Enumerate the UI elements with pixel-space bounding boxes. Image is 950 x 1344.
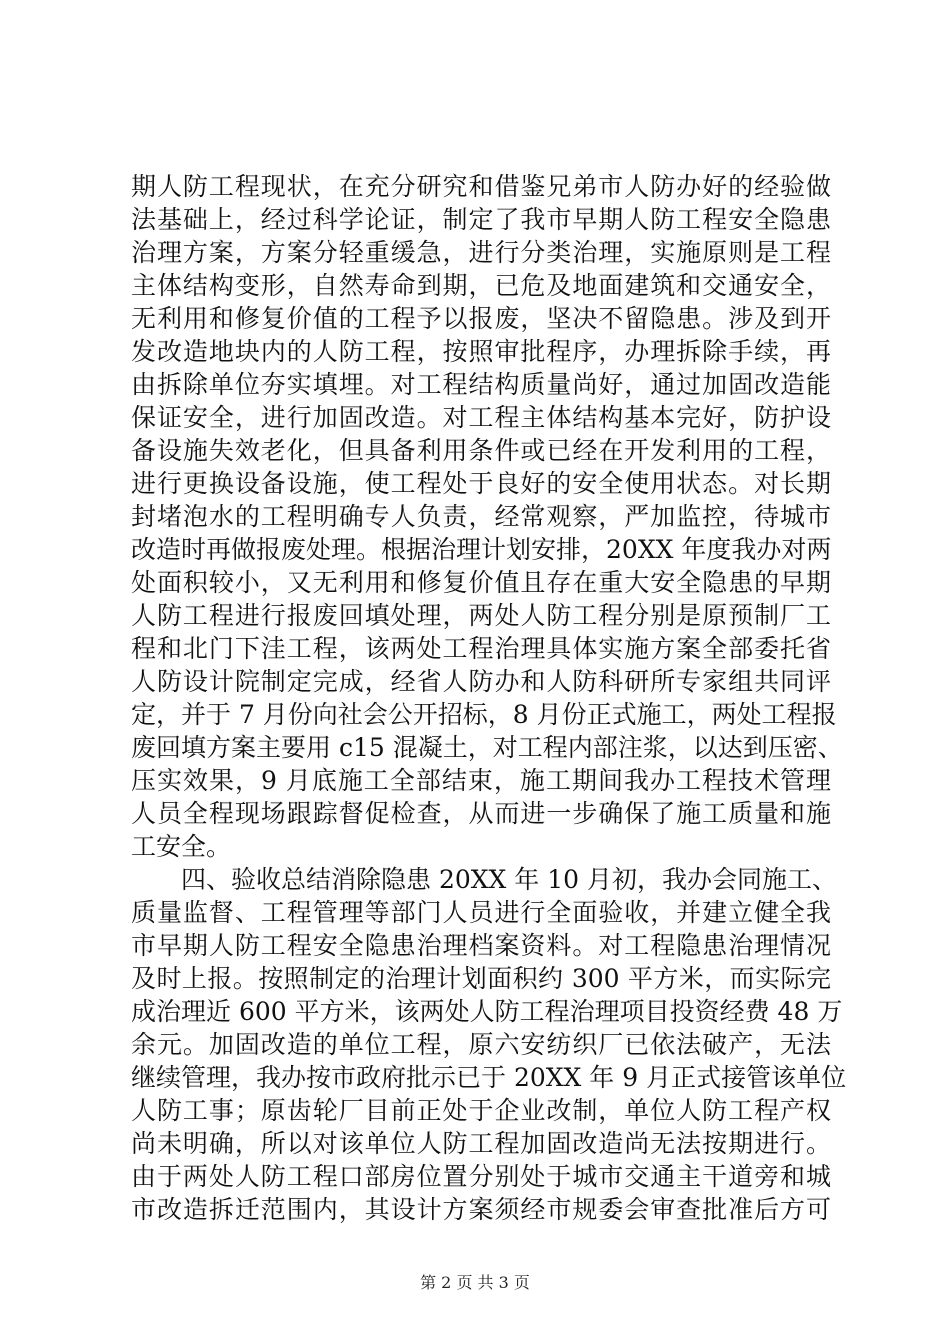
text-line: 成治理近 600 平方米，该两处人防工程治理项目投资经费 48 万 xyxy=(131,997,843,1026)
text-line: 压实效果，9 月底施工全部结束，施工期间我办工程技术管理 xyxy=(131,766,831,795)
text-line: 期人防工程现状，在充分研究和借鉴兄弟市人防办好的经验做 xyxy=(131,172,831,201)
text-line: 及时上报。按照制定的治理计划面积约 300 平方米，而实际完 xyxy=(131,964,831,993)
text-line: 保证安全，进行加固改造。对工程主体结构基本完好，防护设 xyxy=(131,403,831,432)
text-line: 人防工事；原齿轮厂目前正处于企业改制，单位人防工程产权 xyxy=(131,1096,831,1125)
paragraph-start-line: 四、验收总结消除隐患 20XX 年 10 月初，我办会同施工、 xyxy=(131,865,838,894)
text-line: 人员全程现场跟踪督促检查，从而进一步确保了施工质量和施 xyxy=(131,799,831,828)
text-line: 继续管理，我办按市政府批示已于 20XX 年 9 月正式接管该单位 xyxy=(131,1063,847,1092)
paragraph-end-line: 工安全。 xyxy=(131,832,232,861)
text-line: 定，并于 7 月份向社会公开招标，8 月份正式施工，两处工程报 xyxy=(131,700,837,729)
text-line: 进行更换设备设施，使工程处于良好的安全使用状态。对长期 xyxy=(131,469,831,498)
text-line: 治理方案，方案分轻重缓急，进行分类治理，实施原则是工程 xyxy=(131,238,831,267)
text-line: 由拆除单位夯实填埋。对工程结构质量尚好，通过加固改造能 xyxy=(131,370,831,399)
text-line: 封堵泡水的工程明确专人负责，经常观察，严加监控，待城市 xyxy=(131,502,831,531)
text-line: 处面积较小，又无利用和修复价值且存在重大安全隐患的早期 xyxy=(131,568,831,597)
text-line: 人防设计院制定完成，经省人防办和人防科研所专家组共同评 xyxy=(131,667,831,696)
text-line: 市改造拆迁范围内，其设计方案须经市规委会审查批准后方可 xyxy=(131,1195,831,1224)
text-line: 尚未明确，所以对该单位人防工程加固改造尚无法按期进行。 xyxy=(131,1129,831,1158)
text-line: 市早期人防工程安全隐患治理档案资料。对工程隐患治理情况 xyxy=(131,931,831,960)
text-line: 备设施失效老化，但具备利用条件或已经在开发利用的工程， xyxy=(131,436,831,465)
text-line: 发改造地块内的人防工程，按照审批程序，办理拆除手续，再 xyxy=(131,337,831,366)
text-line: 程和北门下洼工程，该两处工程治理具体实施方案全部委托省 xyxy=(131,634,831,663)
text-line: 质量监督、工程管理等部门人员进行全面验收，并建立健全我 xyxy=(131,898,831,927)
text-line: 法基础上，经过科学论证，制定了我市早期人防工程安全隐患 xyxy=(131,205,831,234)
text-line: 余元。加固改造的单位工程，原六安纺织厂已依法破产，无法 xyxy=(131,1030,831,1059)
text-line: 由于两处人防工程口部房位置分别处于城市交通主干道旁和城 xyxy=(131,1162,831,1191)
text-line: 改造时再做报废处理。根据治理计划安排，20XX 年度我办对两 xyxy=(131,535,832,564)
document-body xyxy=(131,170,847,1226)
text-line: 主体结构变形，自然寿命到期，已危及地面建筑和交通安全， xyxy=(131,271,831,300)
text-line: 废回填方案主要用 c15 混凝土，对工程内部注浆，以达到压密、 xyxy=(131,733,843,762)
text-line: 无利用和修复价值的工程予以报废，坚决不留隐患。涉及到开 xyxy=(131,304,831,333)
page-number-footer: 第 2 页 共 3 页 xyxy=(420,1273,530,1292)
text-line: 人防工程进行报废回填处理，两处人防工程分别是原预制厂工 xyxy=(131,601,831,630)
